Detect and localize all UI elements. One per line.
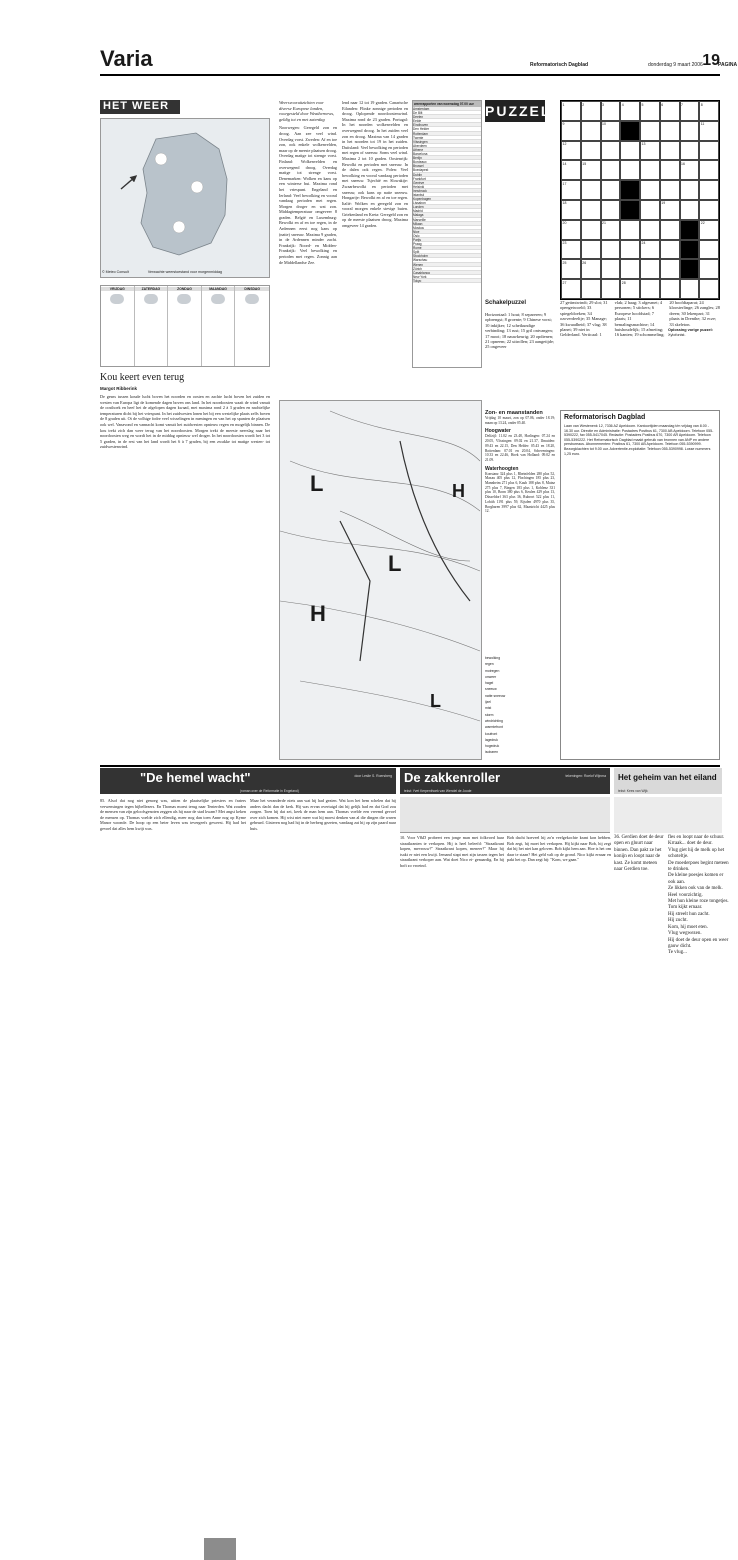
grid-cell [620,141,640,161]
zakkenroller-column-1: 10. Voor V&D probeert een jonge man met folkvoed haar straatkranten te verkopen. Hij is heel beleefd: "Straatkrant kopen, mevrouw?" Straatkrant kopen, meneer?" Maar hij tsakt er niet een kwijt. Iemand stapt met zijn tassen tegen het straatkrant verkoper aan. Wat doet Nico ei- genaardig. En hij boft zo vroeind. [400,835,504,868]
grid-cell [620,160,640,180]
grid-cell: 5 [640,101,660,121]
grid-cell [620,220,640,240]
table-row: Parijs [413,238,481,242]
table-row: Wenen [413,263,481,267]
table-row: Twente [413,136,481,140]
puzzle-solution [668,328,720,338]
grid-cell [601,259,621,279]
grid-cell [581,279,601,299]
grid-black-cell [680,259,700,279]
pagina-label: PAGINA [718,62,738,68]
grid-cell [620,240,640,260]
legend-item: storm [485,712,494,717]
puzzle-title: Schakelpuzzel [485,300,527,306]
section-title: Varia [100,46,153,71]
grid-cell: 13 [640,141,660,161]
story-line: ook aan. [668,879,685,885]
puzzle-logo: PUZZEL [485,100,545,122]
map-footer [102,270,270,276]
waterhoogten-text: Konstanz 324 plus 1, Rheinfelden 280 plus 52, Maxau 405 plus 12, Plochingen 185 plus 23, Mannheim 271 plus 6, Kaub 188 plus 8, Mainz 275 plus 7, Bingen 183 plus 1, Koblenz 331 plus 10, Bonn 380 plus 6, Keulen 429 plus 13, Düsseldorf 363 plus 36, Ruhrort 522 plus 11, Lobith 1191 plus 59, Eijsden 4970 plus 35, Borgharen 3997 plus 62, Maastricht 4425 plus 12. [485,471,555,514]
grid-cell [640,121,660,141]
grid-cell: 3 [601,101,621,121]
europe-column: lend naar 12 tot 19 graden. Canarische Eilanden: Flinke zonnige perioden en droog. Oplopende noordoostenwind. Maxima rond de 23 graden. Portugal: In het noorden wolkenvelden en overwegend droog. In het zuiden veel zon en droog. Maxima van 14 graden in het noorden tot 19 in het zuiden. Duitsland: Veel bewolking en perioden met regen of sneeuw. Soms veel wind. Maxima 2 tot 10 graden. Oostenrijk: Bewolkt en perioden met sneeuw. In de dalen ook regen. Polen: Veel bewolking en vooral vandaag perioden met sneeuw. Tsjechië en Slowakije: Zwaarbewolkt en perioden met sneeuw, ook kans op natte sneeuw. Hongarije: Bewolkt en af en toe regen. Italië: Wolken en geregeld zon en vooral morgen enkele stevige buien. Griekenland en Kreta: Geregeld zon en op de meeste plaatsen droog. Maxima omgeveer 14 graden. [342,100,408,229]
grid-cell: 26 [581,259,601,279]
story-line: Met hun kleine roze tongetjes. [668,899,729,905]
grid-cell: 27 [561,279,581,299]
grid-cell [699,160,719,180]
grid-cell [660,160,680,180]
weather-icon [110,294,124,304]
forecast-day: ZONDAG [168,286,202,366]
table-row: Den Helder [413,127,481,131]
table-row: Malaga [413,213,481,217]
grid-cell [601,180,621,200]
weather-icon [211,294,225,304]
colophon-title: Reformatorisch Dagblad [564,414,646,421]
feuilleton-title: "De hemel wacht" [140,770,251,785]
grid-cell: 16 [680,160,700,180]
grid-cell [640,259,660,279]
table-row: Rome [413,246,481,250]
grid-cell [680,141,700,161]
zakkenroller-column-2: Bob dacht hoeveel hij zo'n veelgekochte krant kon hebben. Bob zegt, hij moet het verkopen. Hij kijkt naar Bob, hij zegt dat hij het niet kan geloven. Bob kijkt hem aan. Hoe is het om daar te staan? Het geld valt op de grond. Nico kijkt ernaar en pakt het op. Dan zegt hij: "Kom, we gaan." [507,835,611,863]
story-line: De kleine poesjes komen er [668,873,724,879]
table-row: Innsbruck [413,189,481,193]
legend-item: warmtefront [485,725,503,730]
story-line: te drinken. [668,867,690,873]
grid-cell: 28 [620,279,640,299]
grid-cell: 8 [699,101,719,121]
table-row: Oslo [413,234,481,238]
forecast-day: VRIJDAG [101,286,135,366]
kids-story-intro: 36. Gerdien doet de deur open en gluurt naar binnen. Dan pakt ze het konijn en loopt naar de kast. Ze komt meteen naar Gerdien toe. [614,835,664,873]
zakkenroller-subtitle: tekst: Yvet Kerpenthoek van Wendel de Joode [404,789,472,793]
zakkenroller-banner [400,768,610,794]
story-line: gauw dicht. [668,943,692,949]
intro-body: Noorwegen: Geregeld zon en droog. Aan zee veel wind. Overdag vorst. Zweden: Af en toe zon, ook enkele wolkenvelden, maar op de meeste plaatsen droog. Overdag matige tot strenge vorst. Finland: Wolkenvelden en overwegend droog. Overdag matige tot strenge vorst. Denemarken: Wolken en kans op een winterse bui. Maxima rond het vriespunt. Engeland en Ierland: Veel bewolking en vooral vandaag perioden met regen. Morgen droger en wat zon. Middagtemperatuur omgeveer 8 graden. België en Luxemburg: Bewolkt en af en toe regen, in de Ardennen eerst nog kans op (natte) sneeuw. Maxima 9 graden, in de Ardennen minder zacht. Frankrijk: Noord- en Midden-Frankrijk: Veel bewolking en perioden met regen. Zonnig aan de Middellandse Zee. [279,125,337,265]
weather-logo: HET WEER [100,100,180,114]
table-row: Aberdeen [413,144,481,148]
comic-illustration [400,797,610,833]
legend-item: motregen [485,668,500,673]
grid-cell: 18 [561,200,581,220]
grid-black-cell [620,200,640,220]
table-row: Zürich [413,267,481,271]
grid-cell [581,220,601,240]
five-day-forecast [100,285,270,367]
grid-cell [640,200,660,220]
legend-item: ijzel [485,700,491,705]
grid-cell [601,200,621,220]
grid-cell: 11 [699,121,719,141]
legend-item: bewolking [485,656,501,660]
legend-item: isobaren [485,750,499,755]
grid-cell: 4 [620,101,640,121]
grid-cell: 15 [581,160,601,180]
grid-cell [680,200,700,220]
table-row: De Bilt [413,111,481,115]
grid-cell [601,279,621,299]
legend-item: sneeuw [485,687,497,692]
low-pressure-label: L [388,551,402,576]
low-pressure-label: L [430,691,441,711]
story-line: De moederpoes begint meteen [668,860,729,866]
grid-cell: 22 [699,220,719,240]
grid-cell [660,259,680,279]
forecast-day: ZATERDAG [135,286,169,366]
zon-text: Vrijdag 10 maart, zon op 07.06, onder 18.19; maan op 13.24, onder 05.40. [485,416,555,425]
story-line: fles en loopt naar de schuur. [668,835,725,840]
map-credit: © Meteo Consult [102,270,129,274]
page-number: 19 [702,52,720,69]
table-row: Londen [413,205,481,209]
grid-cell: 9 [561,121,581,141]
legend-item: regen [485,662,494,667]
grid-cell [660,141,680,161]
story-line: Hij streelt hun zacht. [668,911,710,917]
table-row: Milaan [413,222,481,226]
grid-black-cell [620,121,640,141]
bottom-rule [100,765,720,767]
hoogwater-title: Hoogwater [485,428,511,435]
grid-cell: 24 [640,240,660,260]
grid-cell [640,180,660,200]
table-title: weerrapporten van woensdag 07.00 uur [413,101,481,107]
page-header [100,46,738,76]
weather-icon [177,294,191,304]
table-row: Frankfurt [413,177,481,181]
legend-item: onweer [485,674,497,679]
table-row: New York [413,275,481,279]
table-row: Madrid [413,209,481,213]
table-row: Barcelona [413,152,481,156]
grid-cell [581,141,601,161]
temperature-table [412,100,482,368]
high-pressure-label: H [452,481,465,501]
grid-cell: 14 [561,160,581,180]
legend-item: koufront [485,731,498,736]
feuilleton-photo [204,1538,236,1560]
hoogwater-text: Delfzijl: 11.02 en 23.48, Harlingen: 07.24 en 20.05, Vlissingen: 09.02 en 21.37, IJmuiden: 09.43 en 22.15, Den Helder: 05.43 en 18.20, Rotterdam: 07.01 en 20.04, Scheveningen: 10.33 en 22.46, Hoek van Holland: 09.02 en 21.09. [485,434,555,462]
table-row: Amsterdam [413,107,481,111]
kids-story-banner [614,768,722,794]
map-legend [485,656,555,758]
story-line: Vlug giet hij de melk op het [668,847,725,853]
table-row: Rotterdam [413,132,481,136]
feuilleton-column-2: Maar het veranderde niets aan wat hij had gezien. Wat kon het hem schelen dat hij anders dacht dan de kerk. Hij was ervan overtuigd dat hij gelijk had en dat God zou zorgen. Toen hij dat zei, keek de man hem aan. Thomas voelde een vreemd gevoel over zich komen. Hij wist niet meer wat hij moest denken van al die dingen die waren gebeurd. Gisteren nog had hij in de herberg gezeten, vandaag zat hij op zijn paard naar huis. [250,798,396,831]
legend-item: windrichting [485,718,503,723]
table-row: Nice [413,230,481,234]
table-row: Helsinki [413,185,481,189]
grid-cell [660,279,680,299]
feuilleton-column-1: 85. Alsof dat nog niet genoeg was, uitten de plaatselijke priesters en fraters verwensingen tegen bijbellezers. En Thomas moest terug naar Tenterden. Wat zouden de mensen van zijn geloofsgenoten zeggen als hij naar de stad kwam? Met angst keken de mensen op. Thomas voelde zich ellendig, meer nog dan toen Anne nog op Kyme Manor woonde. De hoop op een beter leven was tevergeefs geweest. Hij had het gevoel dat alles hem kwijt was. [100,798,246,831]
table-row: Lissabon [413,201,481,205]
grid-cell [699,259,719,279]
story-line: Tom kijkt ernaar. [668,905,703,911]
story-line: Kom, hij moet eten. [668,924,708,930]
legend-item: hagel [485,681,494,686]
grid-cell [660,180,680,200]
grid-cell [640,279,660,299]
legend-item: natte sneeuw [485,693,506,698]
table-row: Dublin [413,173,481,177]
grid-cell [581,121,601,141]
grid-cell [680,121,700,141]
intro-lead: Weersvooruitzichten voor diverse Europese landen, voorgesteld door Weathernews, geldig tot en met zaterdag [279,100,335,122]
grid-cell: 12 [561,141,581,161]
story-line: Hij zucht. [668,918,688,924]
low-pressure-label: L [310,471,324,496]
colophon-body: Laan van Westenenk 12, 7336 AZ Apeldoorn. Kantoortijden maandag t/m vrijdag van 8.00 - 16.30 uur. Directie en Administratie: Postadres Postbus 61, 7300 AB Apeldoorn. Telefoon 055-5390222, fax 055-5417045. Redactie: Postadres Postbus 670, 7300 AR Apeldoorn. Telefoon 055-5390222. Het Reformatorisch Dagblad maakt gebruik van bronnen van ANP en andere persbureaus. Abonnementen: Postbus 61, 7300 AB Apeldoorn. Telefoon 055-5390999. Bezorgklachten tot 9.00 uur. Advertentie-exploitatie: Telefoon 055-5390998. Losse nummers 1,25 euro. [564,424,714,456]
table-row: Bordeaux [413,160,481,164]
solution-value: Xylofonist. [668,332,686,337]
legend-list [485,656,555,757]
solution-label: Oplossing vorige puzzel: [668,328,713,332]
grid-cell: 2 [581,101,601,121]
grid-cell [699,141,719,161]
table-row: Deelen [413,115,481,119]
grid-cell [699,180,719,200]
story-line: schoteltje. [668,854,689,860]
grid-cell [581,200,601,220]
grid-cell: 6 [660,101,680,121]
table-row: Brussel [413,164,481,168]
grid-black-cell [620,180,640,200]
grid-cell: 1 [561,101,581,121]
story-line: Te vlug... [668,950,687,956]
weather-icon [245,294,259,304]
grid-cell [660,220,680,240]
grid-cell: 25 [561,259,581,279]
table-row: Marseille [413,218,481,222]
zon-title: Zon- en maanstanden [485,410,543,416]
table-row: Split [413,250,481,254]
table-row: Casablanca [413,271,481,275]
weather-headline: Kou keert even terug [100,372,185,383]
table-row: Eindhoven [413,123,481,127]
table-row: Athene [413,148,481,152]
kids-story-subtitle: tekst: Kees van Wijk [618,789,648,793]
grid-cell [660,121,680,141]
grid-cell: 7 [680,101,700,121]
forecast-day: DINSDAG [235,286,269,366]
weather-article: De gesns tussen koude lucht boven het noorden en oosten en zachte lucht boven het zuiden en westen van Europa ligt de komende dagen boven ons land. In het noordoosten waait de wind vanuit de oosthoek en heef het de afgelopen dagen kwaad, met maxima rond 2 à 3 graden en nachtelijke temperaturen dicht bij het vriespunt. In het zuidwesten lonen het bij een westelijke plaats zelfs boven de 8 graden uit. Ot de volhige fodre veel wisselingen in meningen en van het op spanten de plaatsen ook wel. Vanavond en vannacht komt vanuit het zuidwesten opnieuw regen en mogelijk binnen. De kou trekt zich dan weer terug van het noordoosten. Morgen trekt de meeste neerslag naar het noordoosten weg en wordt het in de middag opnieuw wel droger. In het noordoosten wordt het 3 tot 5 graden, in de rest van het land wordt het 6 à 7 graden, bij een zwakke tot matige westen- tot zuidwestenwind. [100,394,270,450]
table-row: Moskou [413,226,481,230]
city-rows [413,107,481,283]
puzzle-clues-more: 27 getimtwindt; 29 slot; 31 opengetwoeld; 33 spiegeldoeken; 34 ozoverdeeltje; 35 Manage; 36 kwaadheid; 37 vlag; 38 planet; 39 niet in Gelderland. Verticaal: 1 vlak; 2 haag; 3 afgesmet; 4 personen; 5 stickers; 6 Europese hoofdstad; 7 plaats; 11 bemalingsmachine; 14 huishoudelijk; 15 afmeting; 16 kanten; 19 schommeling; 20 hoofdtaparat; 24 kloosterlinge; 26 zangles; 28 dreen; 30 lekenpart; 31 plaats in Drenthe; 32 ecze; 33 skeleton. [560,300,720,338]
feuilleton-subtitle: (roman over de Reformatie in Engeland) [240,789,299,793]
grid-cell [601,160,621,180]
table-row: Vlissingen [413,140,481,144]
netherlands-map-graphic [101,119,271,279]
weather-icon [144,294,158,304]
waterhoogten-title: Waterhoogten [485,465,519,472]
table-row: Eelde [413,119,481,123]
grid-cell: 19 [660,200,680,220]
grid-cell: 23 [561,240,581,260]
sun-moon-column [485,410,555,514]
zakkenroller-title: De zakkenroller [404,770,501,785]
europe-pressure-map [279,400,482,760]
grid-cell [699,240,719,260]
story-line: Hij doet de deur open en weer [668,937,729,943]
grid-black-cell [680,240,700,260]
grid-cell [640,160,660,180]
table-row: Stockholm [413,254,481,258]
legend-item: mist [485,706,492,711]
grid-cell: 21 [601,220,621,240]
table-row: Genève [413,181,481,185]
paper-name: Reformatorisch Dagblad [530,62,589,68]
weather-byline: Margot Ribberink [100,386,138,391]
grid-cell [581,180,601,200]
grid-cell [660,240,680,260]
grid-cell [699,200,719,220]
puzzle-clues-horizontal: Horizontaal: 1 hout; 8 separeren; 9 opbrengst; 8 groente; 9 Chinese vorst; 10 inkijker; 12 scheikundige verbinding; 13 rust; 15 gril ontvangen; 17 mooi; 18 nauwkeurig; 20 opdienen; 21 opneem; 22 uitrollen; 23 aangetijde; 25 ongeveer [485,312,555,350]
feuilleton-author: door Leslie S. Roersberg [354,774,392,778]
grid-cell [699,279,719,299]
table-row: Istanbul [413,193,481,197]
table-row: Kopenhagen [413,197,481,201]
grid-cell [680,180,700,200]
map-caption: Verwachte weerstoestand voor morgenmiddag [147,270,222,274]
grid-cell [601,141,621,161]
grid-cell [640,220,660,240]
grid-cell [620,259,640,279]
europe-intro [279,100,337,400]
story-line: Heel voorzichtig. [668,892,703,898]
table-row: Praag [413,242,481,246]
table-row: Warschau [413,258,481,262]
forecast-day: MAANDAG [202,286,236,366]
grid-cell [680,279,700,299]
kids-story-lines [668,835,729,1067]
story-line: Ze likken ook van de melk. [668,886,723,892]
crossword-grid [560,100,720,300]
grid-cell [581,240,601,260]
pressure-map-graphic [280,401,483,761]
legend-item: hogedruk [485,744,500,749]
zakkenroller-illustrator: tekeningen: Roelof Wijnma [565,774,606,778]
netherlands-weather-map [100,118,270,278]
colophon-box [560,410,720,760]
kids-story-title: Het geheim van het eiland [618,773,717,782]
feuilleton-banner [100,768,396,794]
table-row: Tokyo [413,279,481,283]
table-row: Boedapest [413,168,481,172]
grid-cell: 20 [561,220,581,240]
grid-cell: 17 [561,180,581,200]
grid-black-cell [680,220,700,240]
issue-date: donderdag 9 maart 2006 [648,62,703,68]
table-row: Berlijn [413,156,481,160]
high-pressure-label: H [310,601,326,626]
story-line: Vlug wegwezen. [668,931,702,937]
legend-item: lagedruk [485,737,499,742]
grid-cell [601,240,621,260]
grid-cell: 10 [601,121,621,141]
kids-story-illustration [614,797,722,833]
story-line: Krraak... doet de deur. [668,841,713,847]
